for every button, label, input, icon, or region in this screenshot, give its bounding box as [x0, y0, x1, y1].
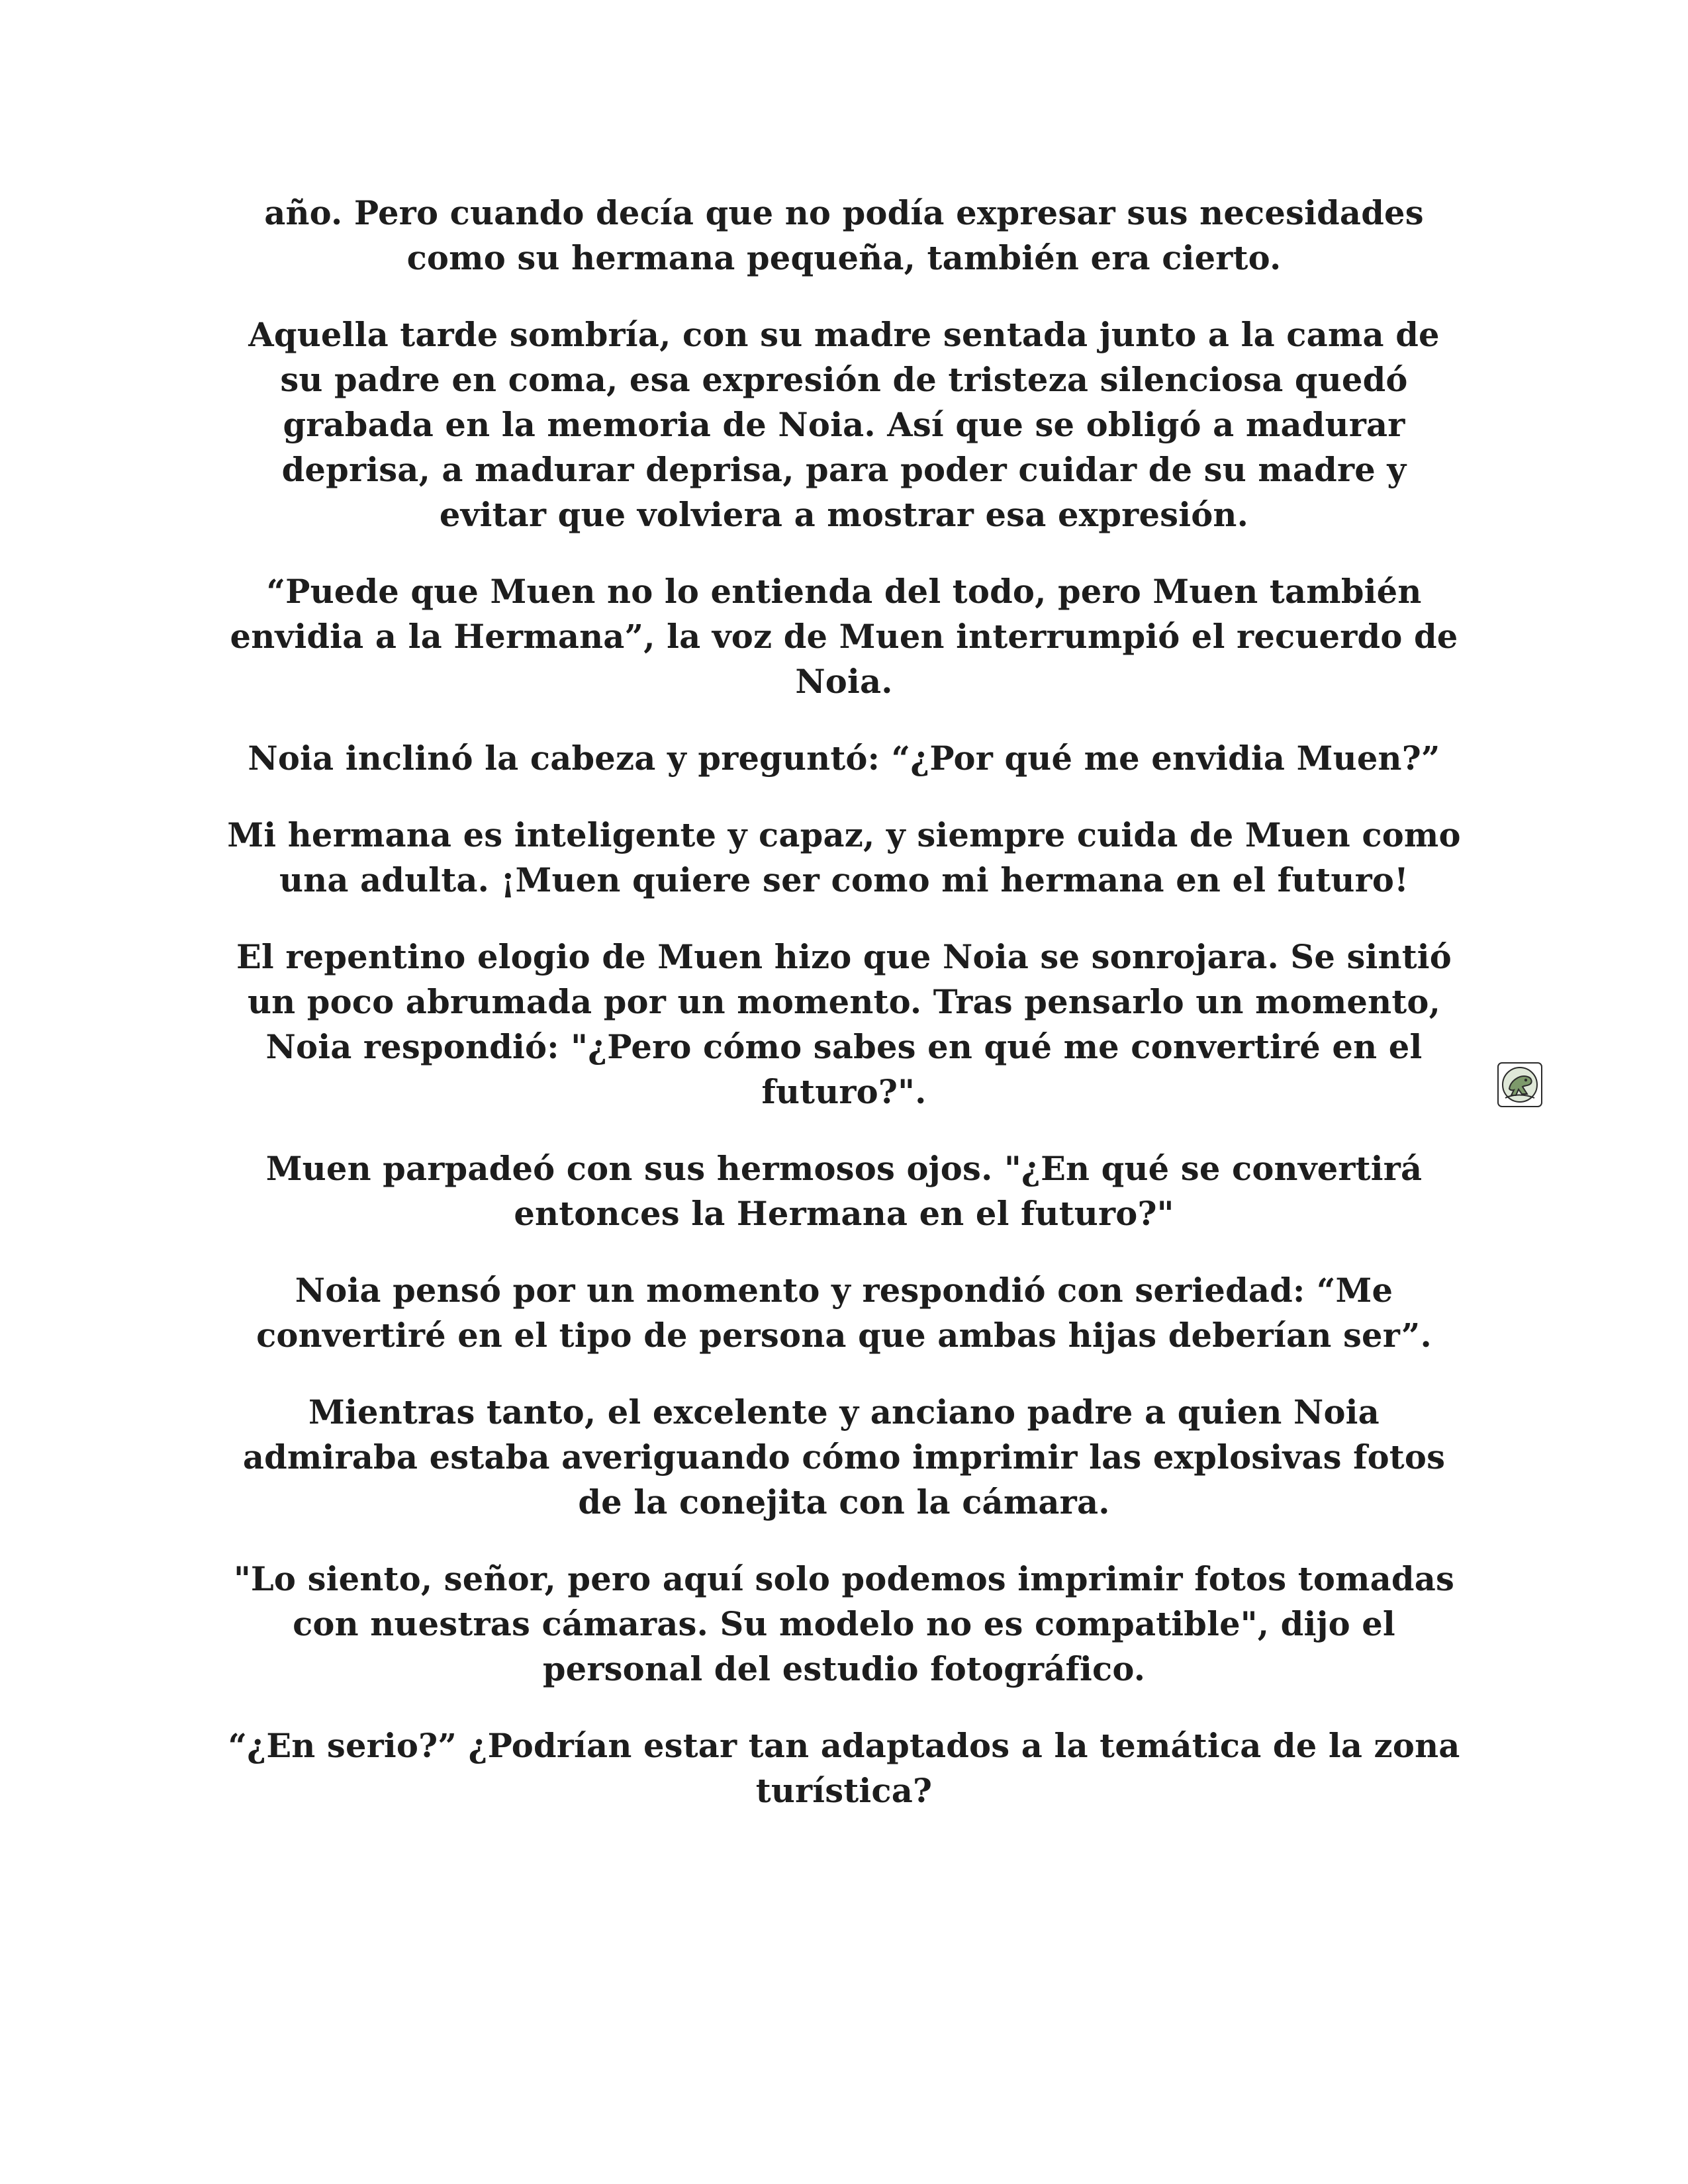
paragraph-10: "Lo siento, señor, pero aquí solo podemos imprimir fotos tomadas con nuestras cámaras. Su modelo no es compatible", dijo el personal del estudio fotográfico.: [233, 1560, 1455, 1688]
paragraph-8: Noia pensó por un momento y respondió con seriedad: “Me convertiré en el tipo de persona que ambas hijas deberían ser”.: [256, 1271, 1432, 1355]
paragraph-1: año. Pero cuando decía que no podía expresar sus necesidades como su hermana pequeña, también era cierto.: [264, 194, 1424, 277]
paragraph-5: Mi hermana es inteligente y capaz, y siempre cuida de Muen como una adulta. ¡Muen quiere ser como mi hermana en el futuro!: [227, 816, 1461, 899]
paragraph-7: Muen parpadeó con sus hermosos ojos. "¿En qué se convertirá entonces la Hermana en el futuro?": [265, 1150, 1423, 1233]
paragraph-4: Noia inclinó la cabeza y preguntó: “¿Por qué me envidia Muen?”: [248, 739, 1440, 778]
paragraph-11: “¿En serio?” ¿Podrían estar tan adaptados a la temática de la zona turística?: [228, 1727, 1460, 1810]
paragraph-3: “Puede que Muen no lo entienda del todo, pero Muen también envidia a la Hermana”, la voz de Muen interrumpió el recuerdo de Noia.: [230, 572, 1458, 701]
body-text: [225, 191, 1463, 1845]
paragraph-9: Mientras tanto, el excelente y anciano padre a quien Noia admiraba estaba averiguando cómo imprimir las explosivas fotos de la conejita con la cámara.: [242, 1393, 1446, 1522]
paragraph-2: Aquella tarde sombría, con su madre sentada junto a la cama de su padre en coma, esa expresión de tristeza silenciosa quedó grabada en la memoria de Noia. Así que se obligó a madurar deprisa, a madurar deprisa, para poder cuidar de su madre y evitar que volviera a mostrar esa expresión.: [248, 316, 1440, 534]
dinosaur-logo-icon: [1497, 1062, 1542, 1107]
paragraph-6: El repentino elogio de Muen hizo que Noia se sonrojara. Se sintió un poco abrumada por un momento. Tras pensarlo un momento, Noia respondió: "¿Pero cómo sabes en qué me convertiré en el futuro?".: [236, 938, 1452, 1111]
